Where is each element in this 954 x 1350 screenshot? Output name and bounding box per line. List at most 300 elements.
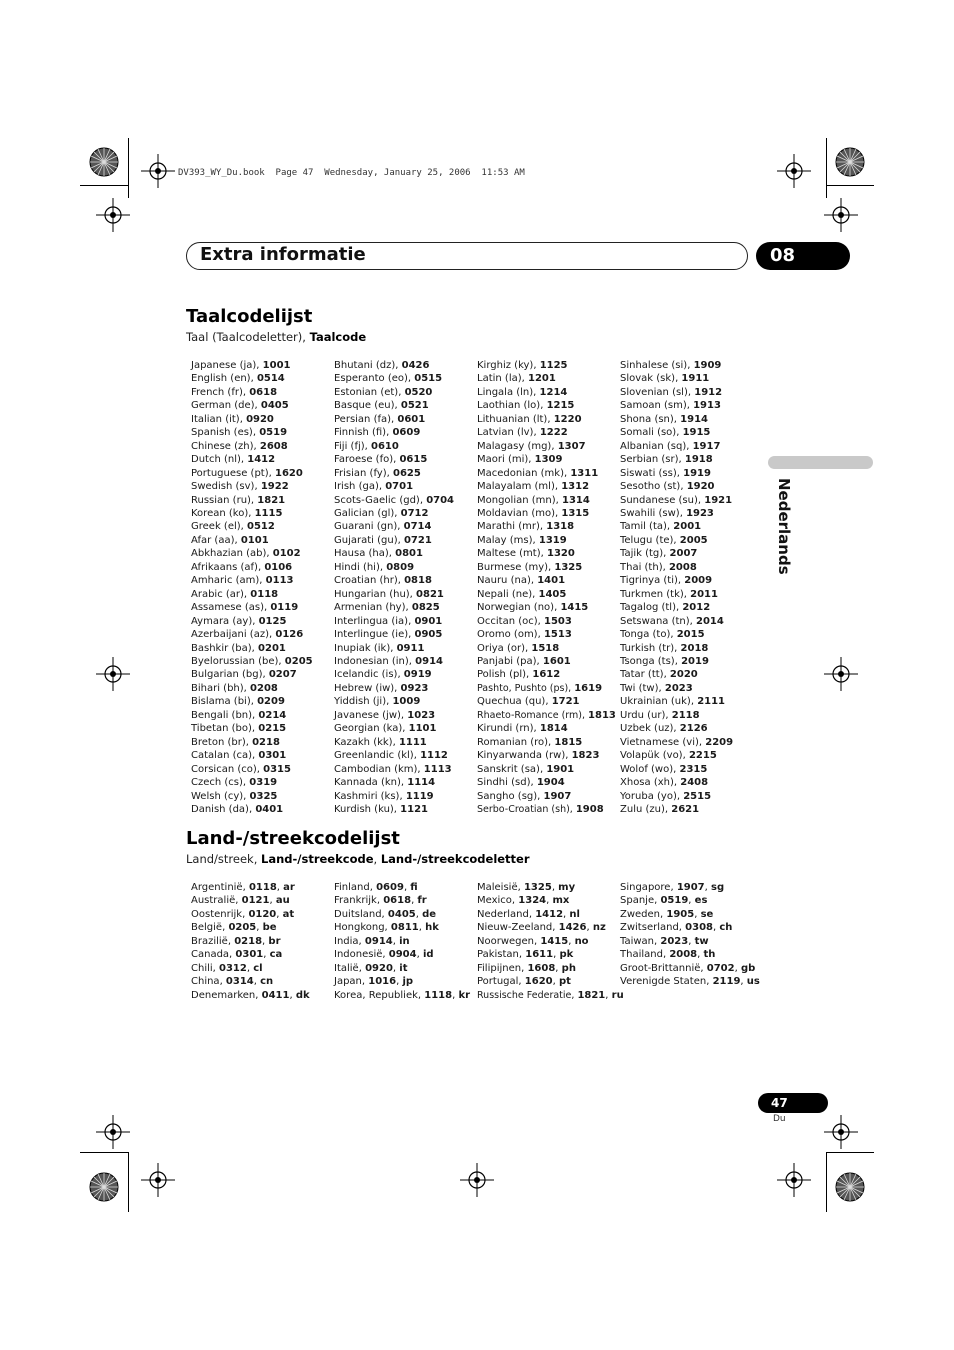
region-separator: , (396, 976, 403, 988)
language-code: 1319 (538, 534, 567, 546)
language-code: 0615 (399, 454, 428, 466)
language-name: Bislama (bi), (191, 696, 258, 708)
language-name: Macedonian (mk), (477, 467, 571, 479)
region-code: 0914 (364, 935, 393, 947)
language-code: 2007 (669, 548, 698, 560)
language-entry (477, 507, 617, 520)
registration-mark-icon (777, 154, 811, 188)
language-name: Bengali (bn), (191, 709, 259, 721)
language-entry (334, 722, 474, 735)
region-name: Groot-Brittannië, (620, 962, 707, 974)
language-code: 1503 (544, 615, 572, 627)
language-code: 2009 (684, 575, 713, 587)
region-entry (191, 881, 331, 894)
region-entry (334, 962, 474, 975)
language-entry (620, 359, 760, 372)
language-code: 1214 (539, 386, 568, 398)
region-code: 0920 (365, 962, 393, 974)
language-name: Malay (ms), (477, 534, 539, 546)
language-name: Persian (fa), (334, 413, 398, 425)
language-entry (477, 547, 617, 560)
language-name: Hindi (hi), (334, 561, 387, 573)
subtitle-bold: Taalcode (309, 330, 367, 344)
language-code: 1518 (531, 642, 560, 654)
language-entry (620, 763, 760, 776)
region-entry (477, 908, 617, 921)
region-separator: , (551, 882, 559, 893)
language-entry (477, 399, 617, 412)
language-code: 2118 (671, 709, 700, 721)
region-letter: ar (283, 882, 295, 893)
language-code: 1314 (562, 494, 590, 506)
language-name: Sinhalese (si), (620, 360, 694, 371)
language-name: Malayalam (ml), (477, 481, 562, 493)
region-letter: my (558, 882, 576, 893)
language-code: 2008 (668, 561, 697, 573)
crop-mark (826, 138, 827, 198)
language-entry (477, 453, 617, 466)
language-entry (477, 682, 617, 695)
region-letter: cl (253, 962, 263, 974)
language-entry (620, 642, 760, 655)
language-code: 2315 (679, 763, 708, 775)
region-separator: , (688, 935, 695, 947)
language-entry (334, 601, 474, 614)
region-name: China, (191, 976, 226, 988)
region-code: 0205 (228, 922, 257, 934)
language-name: Yiddish (ji), (334, 696, 393, 708)
region-entry (334, 921, 474, 934)
language-name: Sindhi (sd), (477, 777, 537, 789)
language-entry (334, 534, 474, 547)
language-name: Korean (ko), (191, 507, 255, 519)
subtitle-bold: Land-/streekcodeletter (380, 852, 530, 866)
region-separator: , (262, 935, 269, 947)
language-code: 0520 (404, 386, 433, 398)
language-entry (191, 467, 331, 480)
language-code: 0208 (250, 682, 278, 694)
language-entry (477, 776, 617, 789)
language-entry (620, 426, 760, 439)
language-entry (620, 722, 760, 735)
language-name: Swedish (sv), (191, 481, 261, 493)
language-code: 1823 (571, 750, 600, 762)
region-name: Noorwegen, (477, 935, 541, 947)
language-entry (191, 628, 331, 641)
subtitle-text: Taal (Taalcodeletter), (186, 330, 310, 344)
language-entry (477, 494, 617, 507)
side-tab-text: Nederlands (775, 478, 793, 575)
language-name: Marathi (mr), (477, 521, 547, 533)
region-name: Indonesië, (334, 949, 389, 961)
language-name: Nauru (na), (477, 575, 538, 587)
region-name: Frankrijk, (334, 895, 384, 907)
language-code: 0405 (260, 400, 289, 412)
starburst-target-icon (835, 1172, 865, 1202)
language-name: Danish (da), (191, 803, 256, 815)
crop-mark (128, 1152, 129, 1212)
language-code: 0712 (400, 507, 429, 519)
region-code: 0120 (248, 908, 277, 920)
language-name: Thai (th), (620, 561, 669, 573)
region-letter: us (746, 976, 760, 988)
region-separator: , (563, 908, 570, 920)
language-name: Corsican (co), (191, 763, 264, 775)
language-code: 1201 (527, 373, 556, 385)
language-entry (191, 803, 331, 816)
language-code: 0113 (265, 575, 294, 587)
region-code: 1412 (535, 908, 564, 920)
language-code: 0519 (259, 427, 288, 439)
region-separator: , (605, 989, 612, 1001)
language-name: Indonesian (in), (334, 655, 416, 667)
language-code: 0218 (252, 736, 280, 748)
language-entry (191, 655, 331, 668)
language-name: Albanian (sq), (620, 440, 693, 452)
language-entry (620, 574, 760, 587)
language-code: 1921 (704, 494, 733, 506)
region-name: Taiwan, (620, 935, 661, 947)
language-entry (477, 642, 617, 655)
language-code: 2621 (671, 803, 700, 815)
language-entry (191, 682, 331, 695)
region-name: Korea, Republiek, (334, 989, 425, 1001)
region-letter: de (422, 908, 437, 920)
crop-mark (826, 1152, 874, 1153)
language-code: 1009 (392, 696, 421, 708)
language-name: Occitan (oc), (477, 615, 544, 627)
language-name: Croatian (hr), (334, 575, 405, 587)
language-code: 1922 (260, 481, 289, 493)
region-letter: hk (425, 922, 439, 934)
language-code: 0214 (258, 709, 287, 721)
registration-mark-icon (777, 1163, 811, 1197)
language-code: 0914 (415, 655, 443, 667)
language-entry (191, 547, 331, 560)
region-separator: , (568, 935, 575, 947)
language-code: 1619 (574, 682, 603, 694)
region-letter: tw (694, 935, 709, 947)
region-entry (620, 935, 760, 948)
language-code: 1412 (247, 454, 276, 466)
language-name: Sesotho (st), (620, 481, 687, 493)
language-code: 0919 (403, 669, 432, 681)
region-letter: no (574, 935, 589, 947)
region-entry (191, 962, 331, 975)
region-name: Brazilië, (191, 935, 235, 947)
language-code: 0920 (246, 413, 274, 425)
language-code: 2023 (664, 682, 693, 694)
language-code: 0201 (258, 642, 286, 654)
language-entry (477, 480, 617, 493)
language-entry (477, 749, 617, 762)
language-entry (620, 507, 760, 520)
registration-mark-icon (824, 657, 858, 691)
page-number-badge: 47 (758, 1093, 828, 1113)
language-name: Galician (gl), (334, 507, 401, 519)
language-entry (477, 668, 617, 681)
language-entry (334, 668, 474, 681)
language-name: English (en), (191, 373, 257, 385)
language-code: 0825 (411, 602, 440, 614)
language-code: 2408 (680, 777, 709, 789)
region-separator: , (704, 882, 712, 893)
language-entry (334, 790, 474, 803)
language-name: Kirundi (rn), (477, 723, 540, 735)
region-code: 0405 (387, 908, 416, 920)
language-code: 0301 (258, 750, 287, 762)
language-code: 0609 (392, 427, 421, 439)
language-code: 0515 (414, 373, 443, 385)
language-name: Polish (pl), (477, 669, 533, 681)
crop-mark (826, 185, 874, 186)
region-code: 1907 (676, 882, 705, 893)
region-column (334, 881, 474, 1002)
region-column (191, 881, 331, 1002)
language-name: Interlingue (ie), (334, 629, 415, 641)
region-letter: pk (559, 949, 574, 961)
region-separator: , (552, 976, 559, 988)
language-entry (334, 520, 474, 533)
language-name: Bulgarian (bg), (191, 669, 269, 681)
region-separator: , (415, 908, 423, 920)
language-name: Serbian (sr), (620, 454, 685, 466)
region-name: Spanje, (620, 895, 661, 907)
language-entry (191, 359, 331, 372)
region-code: 1415 (540, 935, 569, 947)
language-name: Xhosa (xh), (620, 777, 681, 789)
subtitle-bold: Land-/streekcode (261, 852, 374, 866)
language-entry (191, 763, 331, 776)
language-name: Kurdish (ku), (334, 803, 401, 815)
region-name: Nieuw-Zeeland, (477, 922, 559, 934)
language-name: French (fr), (191, 386, 250, 398)
language-entry (191, 642, 331, 655)
language-code: 1907 (543, 790, 572, 802)
language-code: 1612 (532, 669, 561, 681)
region-letter: be (262, 922, 277, 934)
subtitle-text: Land/streek, (186, 852, 262, 866)
language-name: Italian (it), (191, 413, 247, 425)
language-entry (191, 695, 331, 708)
region-separator: , (411, 895, 418, 907)
language-name: Laothian (lo), (477, 400, 547, 412)
language-name: Serbo-Croatian (sh), (477, 803, 576, 815)
region-separator: , (253, 976, 261, 988)
language-code: 1405 (538, 588, 567, 600)
language-code: 0821 (416, 588, 444, 600)
region-code: 0618 (383, 895, 412, 907)
region-name: Verenigde Staten, (620, 976, 713, 988)
registration-mark-icon (96, 198, 130, 232)
region-entry (191, 989, 331, 1002)
region-letter: id (422, 949, 434, 961)
region-letter: fr (417, 895, 427, 907)
region-name: Canada, (191, 949, 236, 961)
region-entry (191, 975, 331, 988)
language-code: 1915 (682, 427, 711, 439)
region-separator: , (289, 989, 296, 1001)
registration-mark-icon (96, 1115, 130, 1149)
chapter-number-badge: 08 (756, 242, 850, 270)
language-code: 0721 (403, 534, 432, 546)
language-name: Azerbaijani (az), (191, 629, 276, 641)
crop-mark (80, 185, 128, 186)
language-name: Latvian (lv), (477, 427, 540, 439)
language-name: Guarani (gn), (334, 521, 404, 533)
registration-mark-icon (96, 657, 130, 691)
region-code: 0411 (261, 989, 290, 1001)
region-letter: dk (295, 989, 310, 1001)
region-separator: , (263, 949, 270, 961)
language-column (191, 359, 331, 816)
region-name: Pakistan, (477, 949, 526, 961)
language-entry (334, 642, 474, 655)
chapter-header (186, 242, 748, 270)
region-entry (620, 908, 760, 921)
language-name: Samoan (sm), (620, 400, 694, 412)
language-code: 0901 (414, 615, 443, 627)
region-entry (191, 894, 331, 907)
language-entry (620, 695, 760, 708)
language-entry (620, 655, 760, 668)
region-name: Singapore, (620, 882, 677, 893)
language-code: 0905 (414, 629, 443, 641)
language-name: Tsonga (ts), (620, 655, 682, 667)
region-entry (334, 894, 474, 907)
language-name: Spanish (es), (191, 427, 260, 439)
language-code: 2011 (690, 588, 718, 600)
region-code: 1611 (525, 949, 554, 961)
region-section-title: Land-/streekcodelijst (186, 828, 400, 849)
language-name: Interlingua (ia), (334, 615, 415, 627)
language-entry (191, 494, 331, 507)
language-entry (334, 776, 474, 789)
language-code: 1325 (554, 561, 583, 573)
language-code: 1114 (407, 777, 436, 789)
language-entry (620, 399, 760, 412)
region-letter: sg (711, 882, 725, 893)
language-entry (477, 413, 617, 426)
region-code: 2119 (712, 976, 741, 988)
language-name: Oriya (or), (477, 642, 532, 654)
region-letter: th (703, 949, 716, 961)
language-entry (620, 440, 760, 453)
language-name: Arabic (ar), (191, 588, 251, 600)
language-code: 0701 (385, 481, 414, 493)
language-name: Kashmiri (ks), (334, 790, 406, 802)
language-code: 2014 (696, 615, 724, 627)
language-entry (334, 386, 474, 399)
region-code: 1324 (518, 895, 547, 907)
region-name: Zwitserland, (620, 922, 686, 934)
starburst-target-icon (835, 147, 865, 177)
language-code: 0601 (397, 413, 426, 425)
language-entry (191, 736, 331, 749)
language-entry (477, 574, 617, 587)
language-entry (191, 668, 331, 681)
language-code: 0426 (401, 360, 430, 371)
language-entry (334, 467, 474, 480)
language-code: 0512 (247, 521, 275, 533)
crop-mark (128, 138, 129, 198)
language-name: Aymara (ay), (191, 615, 259, 627)
language-entry (620, 790, 760, 803)
region-code: 1426 (558, 922, 587, 934)
registration-mark-icon (824, 1115, 858, 1149)
language-entry (334, 561, 474, 574)
region-name: Maleisië, (477, 882, 524, 893)
language-entry (620, 615, 760, 628)
language-code: 0101 (240, 534, 269, 546)
language-code: 1917 (692, 440, 721, 452)
language-name: Yoruba (yo), (620, 790, 684, 802)
language-entry (477, 588, 617, 601)
region-separator: , (553, 949, 560, 961)
region-name: Nederland, (477, 908, 536, 920)
language-entry (191, 722, 331, 735)
language-entry (620, 534, 760, 547)
language-name: Setswana (tn), (620, 615, 697, 627)
region-entry (477, 975, 617, 988)
language-entry (191, 790, 331, 803)
language-name: Finnish (fi), (334, 427, 393, 439)
language-name: Lithuanian (lt), (477, 413, 554, 425)
language-code: 1914 (680, 413, 708, 425)
language-name: Ukrainian (uk), (620, 696, 698, 708)
language-entry (191, 776, 331, 789)
page-language-label: Du (773, 1114, 786, 1124)
language-code: 1001 (262, 360, 291, 371)
language-entry (334, 547, 474, 560)
language-code: 1112 (420, 750, 448, 762)
region-entry (620, 962, 760, 975)
region-code: 0314 (225, 976, 254, 988)
region-name: Thailand, (620, 949, 670, 961)
language-code: 1312 (561, 481, 590, 493)
language-code: 0923 (400, 682, 429, 694)
language-code: 2005 (679, 534, 708, 546)
region-entry (477, 921, 617, 934)
region-name: Denemarken, (191, 989, 262, 1001)
language-name: Chinese (zh), (191, 440, 260, 452)
region-code: 0312 (219, 962, 247, 974)
language-entry (191, 749, 331, 762)
region-section-subtitle (186, 852, 530, 866)
language-name: Somali (so), (620, 427, 683, 439)
language-entry (334, 507, 474, 520)
language-code: 1909 (693, 360, 722, 371)
region-letter: at (282, 908, 295, 920)
language-name: Esperanto (eo), (334, 373, 415, 385)
region-entry (191, 921, 331, 934)
language-name: Greek (el), (191, 521, 248, 533)
language-name: Estonian (et), (334, 386, 405, 398)
region-code: 0609 (376, 882, 404, 893)
region-letter: it (399, 962, 408, 974)
language-name: Pashto, Pushto (ps), (477, 682, 575, 694)
language-code: 0618 (249, 386, 278, 398)
language-name: Tibetan (bo), (191, 723, 259, 735)
language-name: Telugu (te), (620, 534, 680, 546)
language-entry (477, 534, 617, 547)
region-code: 1620 (524, 976, 553, 988)
subtitle-separator: , (373, 852, 381, 866)
language-entry (620, 682, 760, 695)
language-entry (477, 601, 617, 614)
language-name: Hausa (ha), (334, 548, 396, 560)
language-entry (620, 520, 760, 533)
